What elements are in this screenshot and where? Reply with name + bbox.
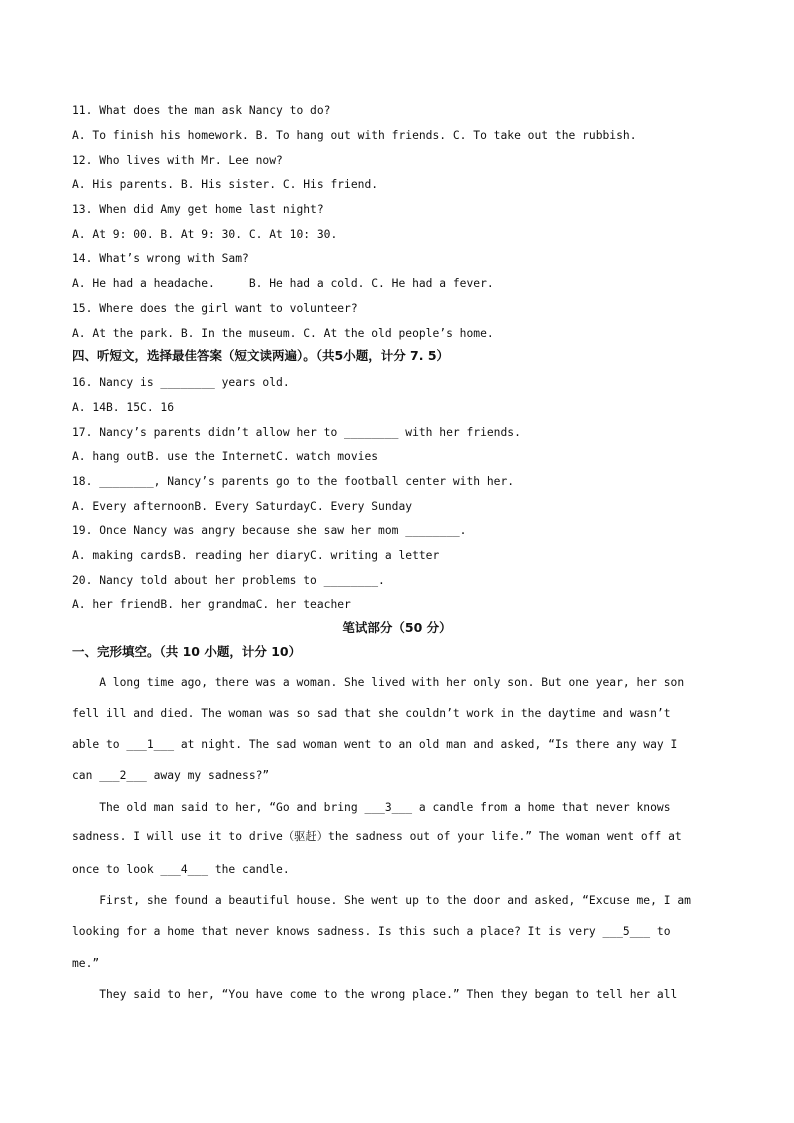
passage-line: The old man said to her, “Go and bring ___3___ a candle from a home that never knows <box>72 801 671 814</box>
options-20: A. her friendB. her grandmaC. her teacher <box>72 598 351 611</box>
question-11: 11. What does the man ask Nancy to do? <box>72 104 331 117</box>
options-19: A. making cardsB. reading her diaryC. writing a letter <box>72 549 440 562</box>
question-17: 17. Nancy’s parents didn’t allow her to ________ with her friends. <box>72 426 521 439</box>
passage-line: can ___2___ away my sadness?” <box>72 769 270 782</box>
options-18: A. Every afternoonB. Every SaturdayC. Every Sunday <box>72 500 413 513</box>
passage-line: once to look ___4___ the candle. <box>72 863 290 876</box>
question-12: 12. Who lives with Mr. Lee now? <box>72 154 283 167</box>
options-16: A. 14B. 15C. 16 <box>72 401 175 414</box>
options-12: A. His parents. B. His sister. C. His friend. <box>72 178 379 191</box>
passage-line: First, she found a beautiful house. She went up to the door and asked, “Excuse me, I am <box>72 894 691 907</box>
question-20: 20. Nancy told about her problems to ________. <box>72 574 385 587</box>
question-18: 18. ________, Nancy’s parents go to the football center with her. <box>72 475 515 488</box>
section-4-heading: 四、听短文，选择最佳答案（短文读两遍）。（共5小题，计分 7. 5） <box>72 348 450 363</box>
passage-line: fell ill and died. The woman was so sad that she couldn’t work in the daytime and wasn’t <box>72 707 671 720</box>
options-14: A. He had a headache. B. He had a cold. C. He had a fever. <box>72 277 494 290</box>
options-11: A. To finish his homework. B. To hang out with friends. C. To take out the rubbish. <box>72 129 637 142</box>
passage-line: A long time ago, there was a woman. She lived with her only son. But one year, her son <box>72 676 685 689</box>
options-17: A. hang outB. use the InternetC. watch movies <box>72 450 379 463</box>
passage-line: looking for a home that never knows sadness. Is this such a place? It is very ___5___ to <box>72 925 671 938</box>
passage-line: They said to her, “You have come to the wrong place.” Then they began to tell her all <box>72 988 678 1001</box>
passage-line: sadness. I will use it to drive（驱赶）the sadness out of your life.” The woman went off at <box>72 830 682 843</box>
question-14: 14. What’s wrong with Sam? <box>72 252 249 265</box>
cloze-section-heading: 一、完形填空。（共 10 小题，计分 10） <box>72 644 302 659</box>
options-15: A. At the park. B. In the museum. C. At the old people’s home. <box>72 327 494 340</box>
options-13: A. At 9: 00. B. At 9: 30. C. At 10: 30. <box>72 228 338 241</box>
question-13: 13. When did Amy get home last night? <box>72 203 324 216</box>
question-15: 15. Where does the girl want to volunteer? <box>72 302 358 315</box>
passage-line: able to ___1___ at night. The sad woman went to an old man and asked, “Is there any way I <box>72 738 678 751</box>
question-19: 19. Once Nancy was angry because she saw her mom ________. <box>72 524 467 537</box>
question-16: 16. Nancy is ________ years old. <box>72 376 290 389</box>
written-part-title: 笔试部分（50 分） <box>342 620 452 635</box>
passage-line: me.” <box>72 957 100 970</box>
